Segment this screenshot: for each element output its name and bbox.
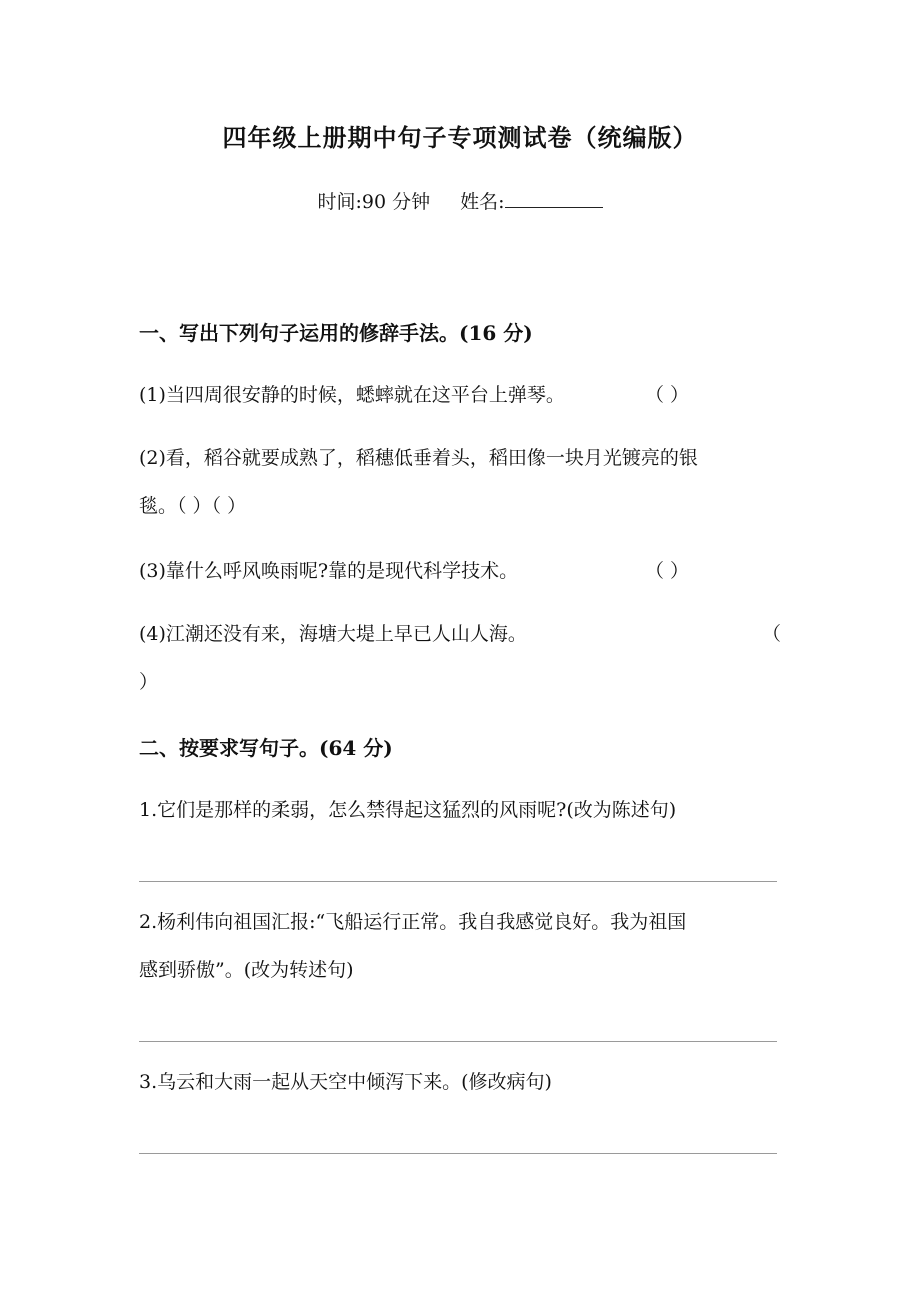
time-label: 时间:90 分钟 bbox=[317, 191, 431, 213]
section2-q2-line2: 感到骄傲”。(改为转述句) bbox=[139, 959, 354, 981]
name-label: 姓名: bbox=[460, 191, 505, 213]
section1-q4-answer-close: ） bbox=[139, 671, 159, 693]
section1-heading: 一、写出下列句子运用的修辞手法。(16 分) bbox=[139, 321, 533, 345]
section2-q1: 1.它们是那样的柔弱，怎么禁得起这猛烈的风雨呢?(改为陈述句) bbox=[139, 799, 677, 821]
section2-q3-answer-line[interactable] bbox=[139, 1153, 777, 1154]
section2-q3: 3.乌云和大雨一起从天空中倾泻下来。(修改病句) bbox=[139, 1071, 552, 1093]
section2-q2-line1: 2.杨利伟向祖国汇报:“飞船运行正常。我自我感觉良好。我为祖国 bbox=[139, 911, 687, 933]
section1-q3: (3)靠什么呼风唤雨呢?靠的是现代科学技术。 bbox=[139, 560, 519, 582]
section1-q1-answer[interactable]: （ ） bbox=[645, 384, 690, 406]
section2-q1-answer-line[interactable] bbox=[139, 881, 777, 882]
name-blank[interactable] bbox=[505, 189, 603, 208]
section1-q2-line1: (2)看，稻谷就要成熟了，稻穗低垂着头，稻田像一块月光镀亮的银 bbox=[139, 447, 698, 469]
exam-meta bbox=[0, 187, 920, 214]
section1-q3-answer[interactable]: （ ） bbox=[645, 560, 690, 582]
section1-q4-answer-open[interactable]: （ bbox=[762, 623, 782, 645]
section1-q4: (4)江潮还没有来，海塘大堤上早已人山人海。 bbox=[139, 623, 527, 645]
section2-heading: 二、按要求写句子。(64 分) bbox=[139, 736, 393, 760]
section1-q2-line2: 毯。（ ）（ ） bbox=[139, 495, 247, 517]
section2-q2-answer-line[interactable] bbox=[139, 1041, 777, 1042]
page-title: 四年级上册期中句子专项测试卷（统编版） bbox=[222, 123, 698, 152]
section1-q1: (1)当四周很安静的时候，蟋蟀就在这平台上弹琴。 bbox=[139, 384, 565, 406]
